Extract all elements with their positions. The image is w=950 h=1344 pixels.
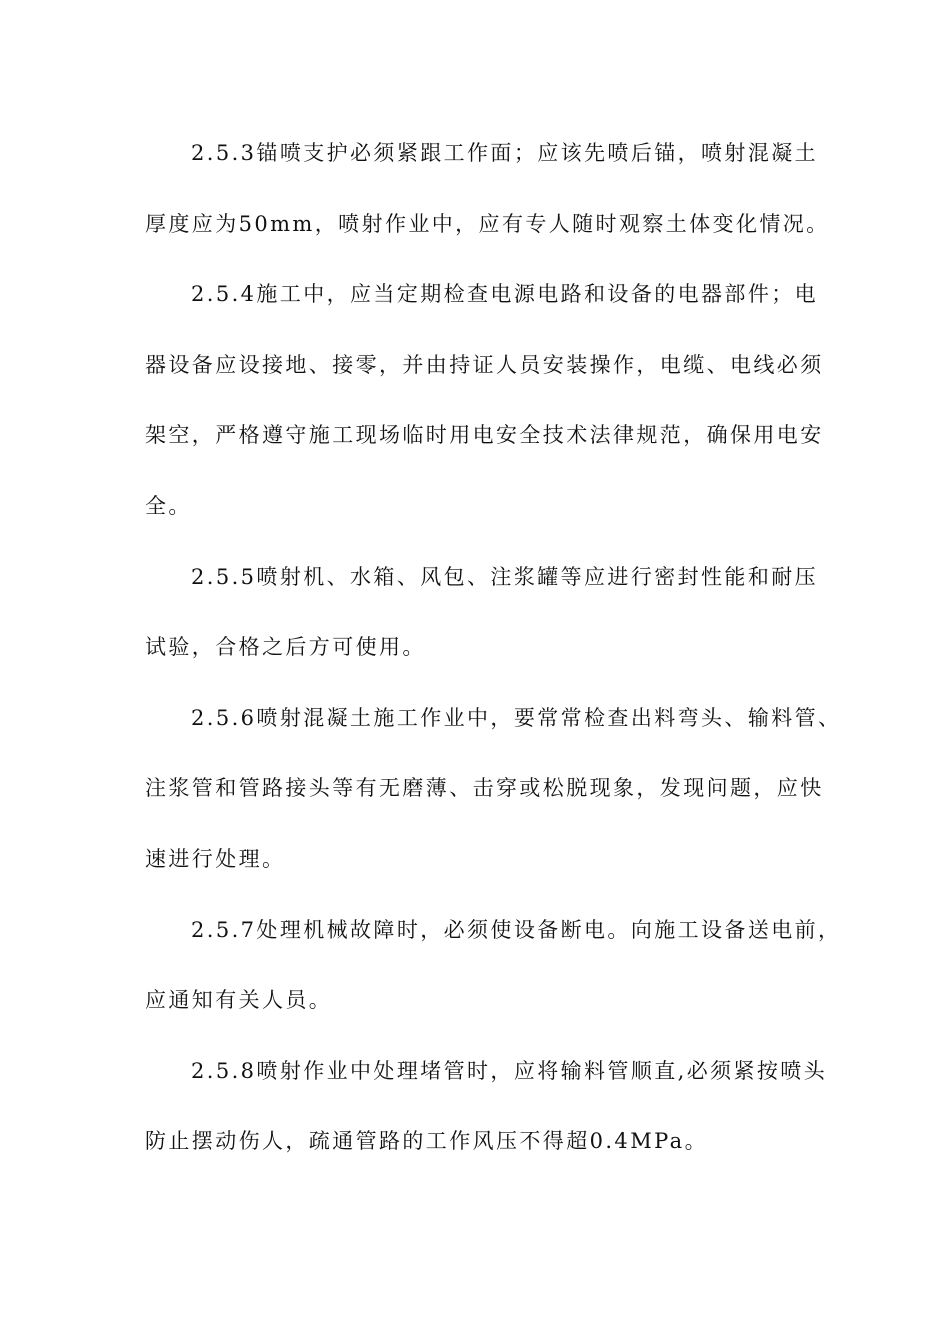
paragraph-line: 防止摆动伤人，疏通管路的工作风压不得超0.4MPa。 (145, 1129, 709, 1154)
paragraph-line: 2.5.6喷射混凝土施工作业中，要常常检查出料弯头、输料管、 (191, 705, 842, 730)
paragraph-line: 2.5.4施工中，应当定期检查电源电路和设备的电器部件；电 (191, 282, 819, 307)
paragraph-line: 2.5.8喷射作业中处理堵管时，应将输料管顺直,必须紧按喷头 (191, 1058, 828, 1083)
paragraph-line: 厚度应为50mm，喷射作业中，应有专人随时观察土体变化情况。 (145, 211, 830, 236)
paragraph-line: 速进行处理。 (145, 846, 286, 871)
paragraph-line: 2.5.7处理机械故障时，必须使设备断电。向施工设备送电前， (191, 917, 842, 942)
paragraph-line: 试验，合格之后方可使用。 (145, 635, 426, 660)
paragraph-line: 器设备应设接地、接零，并由持证人员安装操作，电缆、电线必须 (145, 352, 824, 377)
paragraph-line: 全。 (145, 493, 192, 518)
paragraph-line: 注浆管和管路接头等有无磨薄、击穿或松脱现象，发现问题，应快 (145, 776, 824, 801)
paragraph-line: 2.5.3锚喷支护必须紧跟工作面；应该先喷后锚，喷射混凝土 (191, 141, 819, 165)
paragraph-line: 应通知有关人员。 (145, 988, 333, 1013)
paragraph-line: 架空，严格遵守施工现场临时用电安全技术法律规范，确保用电安 (145, 423, 824, 448)
document-body (145, 134, 842, 1193)
paragraph-line: 2.5.5喷射机、水箱、风包、注浆罐等应进行密封性能和耐压 (191, 564, 819, 589)
